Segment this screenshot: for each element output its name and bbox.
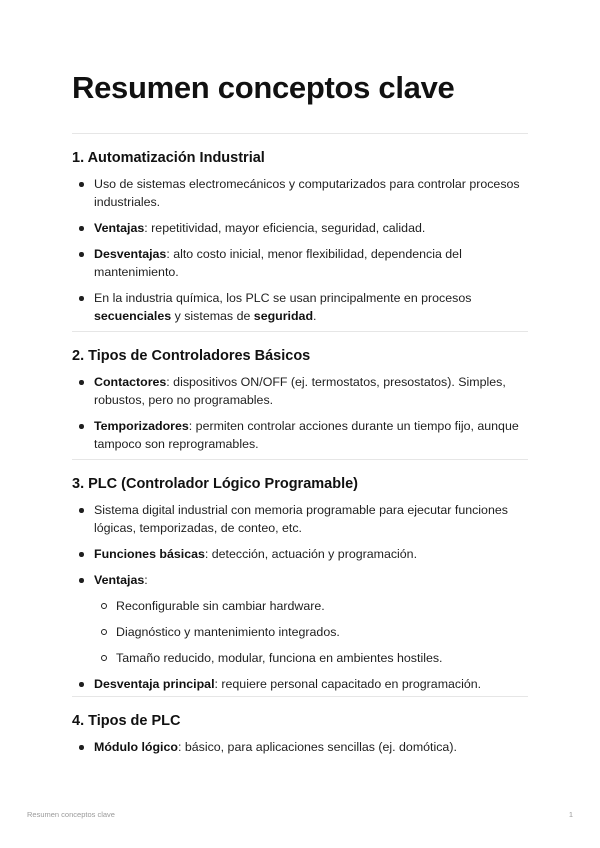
item-bold: Ventajas bbox=[94, 573, 145, 587]
list-item bbox=[72, 245, 528, 281]
item-text: Sistema digital industrial con memoria programable para ejecutar funciones lógicas, temporizadas, de conteo, etc. bbox=[94, 503, 508, 535]
list-item bbox=[72, 501, 528, 537]
item-bold: Funciones básicas bbox=[94, 547, 205, 561]
page-title: Resumen conceptos clave bbox=[72, 70, 455, 105]
item-bold: secuenciales bbox=[94, 309, 172, 323]
bullet-list bbox=[72, 373, 528, 453]
list-item bbox=[72, 175, 528, 211]
item-text: Uso de sistemas electromecánicos y computarizados para controlar procesos industriales. bbox=[94, 177, 520, 209]
item-text: : detección, actuación y programación. bbox=[204, 547, 418, 561]
sub-list-item bbox=[94, 597, 528, 615]
bullet-list bbox=[72, 738, 528, 756]
item-text: : básico, para aplicaciones sencillas (ej. domótica). bbox=[177, 740, 457, 754]
sub-list bbox=[94, 597, 528, 667]
list-item bbox=[72, 545, 528, 563]
section-heading: 1. Automatización Industrial bbox=[72, 150, 265, 166]
item-bold: Temporizadores bbox=[94, 419, 189, 433]
section-heading: 2. Tipos de Controladores Básicos bbox=[72, 348, 311, 364]
list-item bbox=[72, 373, 528, 409]
sub-list-item bbox=[94, 623, 528, 641]
item-bold: Desventajas bbox=[94, 247, 167, 261]
item-bold: Contactores bbox=[94, 375, 167, 389]
divider bbox=[72, 133, 528, 134]
list-item bbox=[72, 219, 528, 237]
item-text: y sistemas de bbox=[171, 309, 254, 323]
section-tipos-plc bbox=[72, 711, 528, 756]
item-text: Diagnóstico y mantenimiento integrados. bbox=[116, 625, 340, 639]
page-number: 1 bbox=[568, 810, 573, 819]
item-text: Tamaño reducido, modular, funciona en ambientes hostiles. bbox=[116, 651, 443, 665]
list-item bbox=[72, 738, 528, 756]
list-item bbox=[72, 675, 528, 693]
bullet-list bbox=[72, 175, 528, 325]
item-text: : repetitividad, mayor eficiencia, seguridad, calidad. bbox=[144, 221, 426, 235]
item-text: : permiten controlar acciones durante un tiempo fijo, aunque tampoco son reprogramables. bbox=[94, 419, 519, 451]
item-text: : dispositivos ON/OFF (ej. termostatos, presostatos). Simples, robustos, pero no programables. bbox=[94, 375, 506, 407]
item-bold: seguridad bbox=[253, 309, 314, 323]
section-tipos-controladores bbox=[72, 346, 528, 453]
item-text: : bbox=[144, 573, 148, 587]
item-text: En la industria química, los PLC se usan principalmente en procesos bbox=[94, 291, 472, 305]
item-text: : requiere personal capacitado en programación. bbox=[214, 677, 482, 691]
list-item bbox=[72, 571, 528, 667]
section-heading: 3. PLC (Controlador Lógico Programable) bbox=[72, 476, 358, 492]
item-bold: Módulo lógico bbox=[94, 740, 178, 754]
divider bbox=[72, 696, 528, 697]
item-bold: Ventajas bbox=[94, 221, 145, 235]
item-text: . bbox=[313, 309, 317, 323]
divider bbox=[72, 331, 528, 332]
list-item bbox=[72, 417, 528, 453]
sub-list-item bbox=[94, 649, 528, 667]
item-bold: Desventaja principal bbox=[94, 677, 215, 691]
section-heading: 4. Tipos de PLC bbox=[72, 713, 181, 729]
item-text: Reconfigurable sin cambiar hardware. bbox=[116, 599, 325, 613]
section-automatizacion bbox=[72, 148, 528, 325]
item-text: : alto costo inicial, menor flexibilidad, dependencia del mantenimiento. bbox=[94, 247, 462, 279]
section-plc bbox=[72, 474, 528, 693]
list-item bbox=[72, 289, 528, 325]
footer-title: Resumen conceptos clave bbox=[27, 810, 115, 819]
bullet-list bbox=[72, 501, 528, 693]
divider bbox=[72, 459, 528, 460]
